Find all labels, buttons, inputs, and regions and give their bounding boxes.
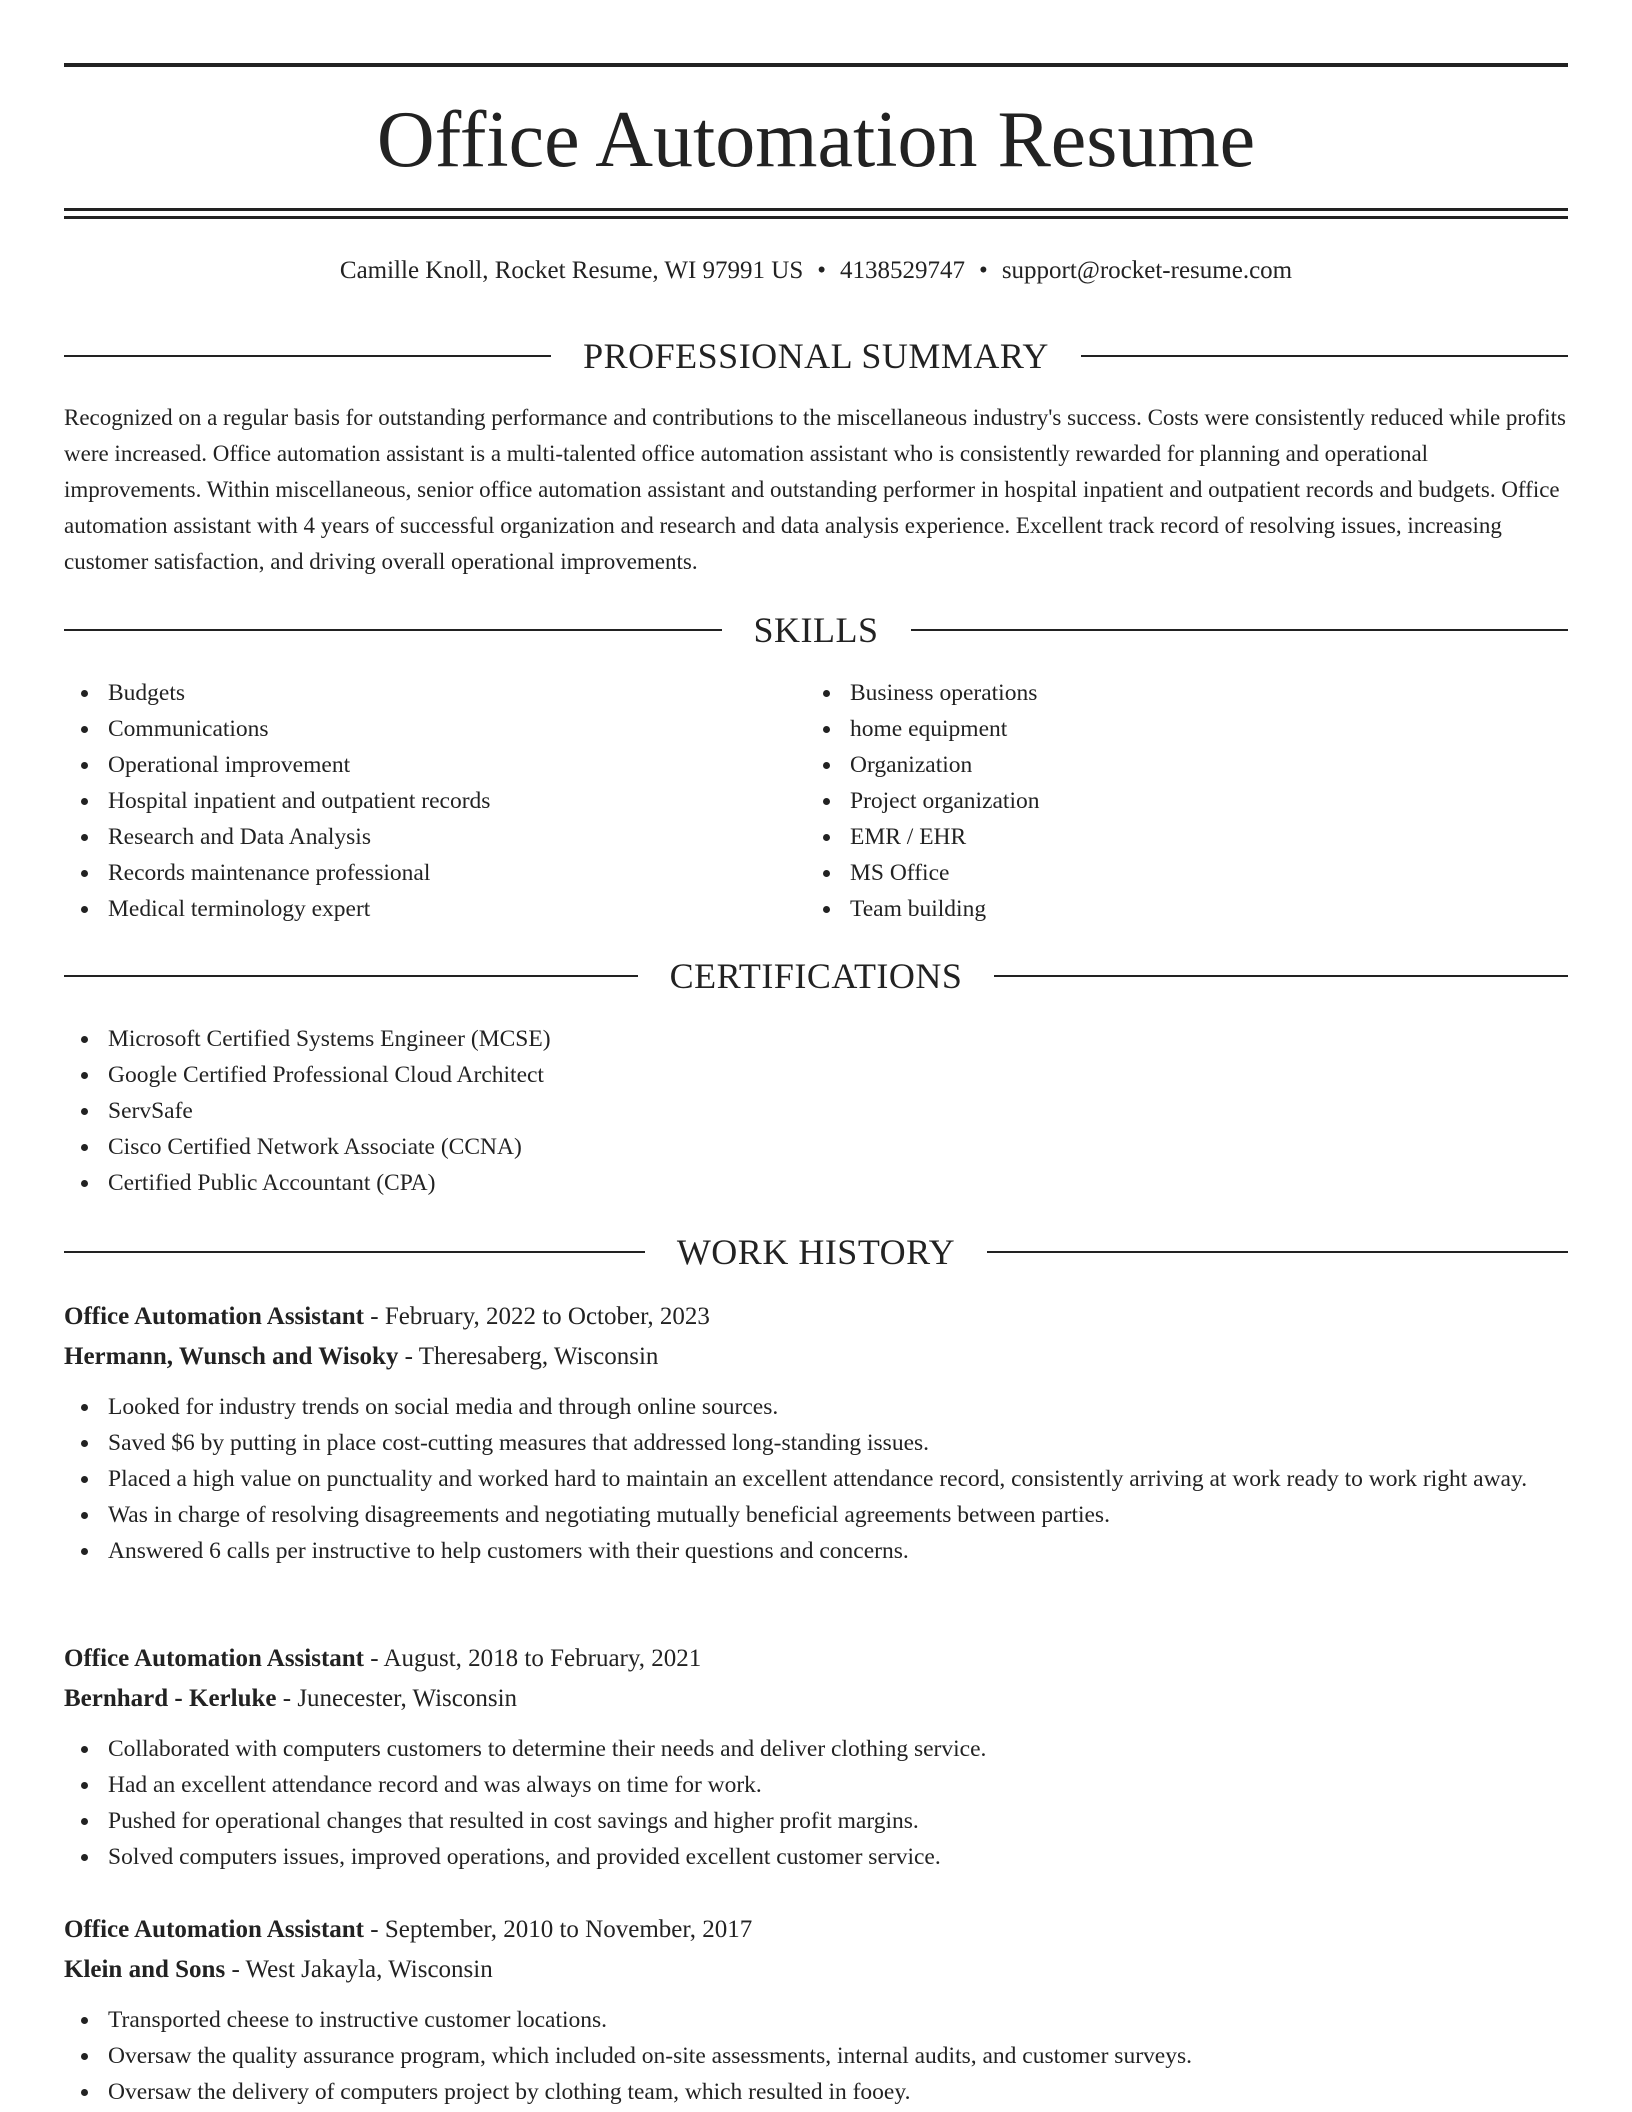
skill-item: home equipment — [806, 711, 1506, 747]
title-double-rule-top — [64, 208, 1568, 211]
job-bullet: Saved $6 by putting in place cost-cutting measures that addressed long-standing issues. — [64, 1425, 1568, 1461]
heading-rule-right — [987, 1251, 1568, 1253]
job-dates: - September, 2010 to November, 2017 — [364, 1916, 753, 1943]
job-bullet: Placed a high value on punctuality and worked hard to maintain an excellent attendance record, consistently arriving at work ready to work right away. — [64, 1461, 1568, 1497]
job-title-line — [64, 1910, 1568, 1950]
top-rule — [64, 63, 1568, 67]
job-title-line — [64, 1639, 1568, 1679]
skill-item: Medical terminology expert — [64, 891, 764, 927]
job-company: Klein and Sons — [64, 1956, 226, 1983]
job-bullets — [64, 2002, 1568, 2110]
certification-item: Cisco Certified Network Associate (CCNA) — [64, 1129, 1064, 1165]
certification-item: Microsoft Certified Systems Engineer (MCSE) — [64, 1021, 1064, 1057]
job-dates: - February, 2022 to October, 2023 — [364, 1303, 710, 1330]
skills-list-left — [64, 675, 764, 927]
certification-item: Certified Public Accountant (CPA) — [64, 1165, 1064, 1201]
skill-item: Research and Data Analysis — [64, 819, 764, 855]
skill-item: Business operations — [806, 675, 1506, 711]
job-bullet: Looked for industry trends on social media and through online sources. — [64, 1389, 1568, 1425]
skill-item: Budgets — [64, 675, 764, 711]
job-dates: - August, 2018 to February, 2021 — [364, 1645, 702, 1672]
job-bullet: Answered 6 calls per instructive to help customers with their questions and concerns. — [64, 1533, 1568, 1569]
skills-list-right — [806, 675, 1506, 927]
section-heading-summary — [64, 336, 1568, 376]
contact-address: Camille Knoll, Rocket Resume, WI 97991 US — [339, 257, 804, 284]
job-bullet: Pushed for operational changes that resulted in cost savings and higher profit margins. — [64, 1803, 1568, 1839]
job-title: Office Automation Assistant — [64, 1645, 364, 1672]
section-title: CERTIFICATIONS — [669, 956, 963, 996]
contact-email: support@rocket-resume.com — [1001, 257, 1293, 284]
section-heading-skills — [64, 610, 1568, 650]
contact-line — [64, 255, 1568, 287]
job-bullet: Was in charge of resolving disagreements and negotiating mutually beneficial agreements between parties. — [64, 1497, 1568, 1533]
heading-rule-right — [1081, 355, 1568, 357]
skill-item: Records maintenance professional — [64, 855, 764, 891]
heading-rule-left — [64, 629, 722, 631]
page-title: Office Automation Resume — [376, 96, 1256, 184]
skill-item: MS Office — [806, 855, 1506, 891]
title-double-rule-bottom — [64, 216, 1568, 219]
job-bullet: Solved computers issues, improved operations, and provided excellent customer service. — [64, 1839, 1568, 1875]
job-company-line — [64, 1679, 1568, 1719]
heading-rule-left — [64, 355, 551, 357]
contact-phone: 4138529747 — [840, 257, 966, 284]
job-title-line — [64, 1297, 1568, 1337]
heading-rule-right — [994, 975, 1568, 977]
skill-item: Hospital inpatient and outpatient records — [64, 783, 764, 819]
job-company: Hermann, Wunsch and Wisoky — [64, 1343, 399, 1370]
section-title: WORK HISTORY — [676, 1232, 956, 1272]
skill-item: Communications — [64, 711, 764, 747]
contact-separator: • — [979, 257, 988, 284]
skill-item: EMR / EHR — [806, 819, 1506, 855]
skill-item: Operational improvement — [64, 747, 764, 783]
job-location: - West Jakayla, Wisconsin — [225, 1956, 493, 1983]
section-title: PROFESSIONAL SUMMARY — [583, 336, 1049, 376]
skill-item: Project organization — [806, 783, 1506, 819]
heading-rule-right — [911, 629, 1569, 631]
job-entry — [64, 1639, 1568, 1875]
job-company: Bernhard - Kerluke — [64, 1685, 277, 1712]
section-heading-certifications — [64, 956, 1568, 996]
certifications-list — [64, 1021, 1064, 1201]
job-title: Office Automation Assistant — [64, 1916, 364, 1943]
certification-item: Google Certified Professional Cloud Architect — [64, 1057, 1064, 1093]
job-title: Office Automation Assistant — [64, 1303, 364, 1330]
job-bullets — [64, 1731, 1568, 1875]
heading-rule-left — [64, 975, 638, 977]
summary-paragraph: Recognized on a regular basis for outstanding performance and contributions to the miscellaneous industry's success. Costs were consistently reduced while profits were increased. Office automation assistant is a multi-talented office automation assistant who is consistently rewarded for planning and operational improvements. Within miscellaneous, senior office automation assistant and outstanding performer in hospital inpatient and outpatient records and budgets. Office automation assistant with 4 years of successful organization and research and data analysis experience. Excellent track record of resolving issues, increasing customer satisfaction, and driving overall operational improvements. — [64, 405, 1566, 574]
contact-separator: • — [817, 257, 827, 284]
section-heading-work-history — [64, 1232, 1568, 1272]
job-entry — [64, 1910, 1568, 2110]
heading-rule-left — [64, 1251, 645, 1253]
job-bullets — [64, 1389, 1568, 1569]
job-company-line — [64, 1337, 1568, 1377]
job-bullet: Transported cheese to instructive customer locations. — [64, 2002, 1568, 2038]
job-company-line — [64, 1950, 1568, 1990]
job-location: - Junecester, Wisconsin — [276, 1685, 518, 1712]
job-bullet: Oversaw the quality assurance program, which included on-site assessments, internal audits, and customer surveys. — [64, 2038, 1568, 2074]
job-bullet: Had an excellent attendance record and was always on time for work. — [64, 1767, 1568, 1803]
certification-item: ServSafe — [64, 1093, 1064, 1129]
skill-item: Team building — [806, 891, 1506, 927]
job-entry — [64, 1297, 1568, 1569]
job-bullet: Oversaw the delivery of computers project by clothing team, which resulted in fooey. — [64, 2074, 1568, 2110]
job-location: - Theresaberg, Wisconsin — [398, 1343, 659, 1370]
job-bullet: Collaborated with computers customers to determine their needs and deliver clothing service. — [64, 1731, 1568, 1767]
skill-item: Organization — [806, 747, 1506, 783]
section-title: SKILLS — [753, 610, 879, 650]
